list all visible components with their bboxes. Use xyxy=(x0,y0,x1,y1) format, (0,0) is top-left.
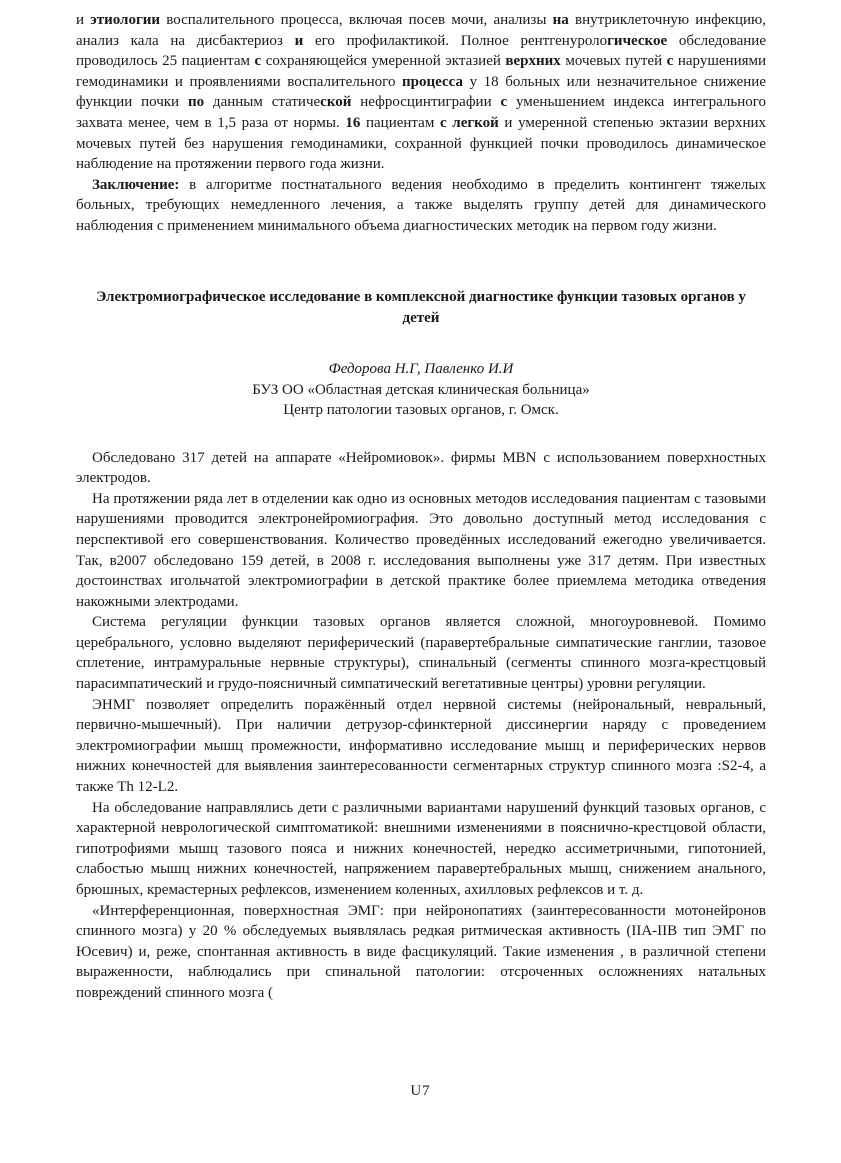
article-title: Электромиографическое исследование в комплексной диагностике функции тазовых органов у детей xyxy=(96,288,746,326)
body-paragraph-4: ЭНМГ позволяет определить поражённый отдел нервной системы (нейрональный, невральный, первично-мышечный). При наличии детрузор-сфинктерной диссинергии наряду с проведением электромиографии мышц промежности, информативно исследование мышц и периферических нервов нижних конечностей для выявления заинтересованности сегментарных структур спинного мозга :S2-4, а также Th 12-L2. xyxy=(76,696,766,796)
body-paragraph-5: На обследование направлялись дети с различными вариантами нарушений функций тазовых органов, с характерной неврологической симптоматикой: внешними изменениями в пояснично-крестцовой области, гипотрофиями мышц тазового пояса и нижних конечностей, нередко ассиметричными, гипотонией, слабостью мышц нижних конечностей, напряжением паравертебральных мышц, снижением анального, брюшных, кремастерных рефлексов, изменением коленных, ахилловых рефлексов и т. д. xyxy=(76,799,766,898)
body-paragraph-3: Система регуляции функции тазовых органов является сложной, многоуровневой. Помимо церебрального, условно выделяют периферический (паравертебральные симпатические ганглии, тазовое сплетение, интрамуральные нервные структуры), спинальный (сегменты спинного мозга-крестцовый парасимпатический и грудо-поясничный симпатический вегетативные центры) уровни регуляции. xyxy=(76,614,766,693)
body-paragraph-1: Обследовано 317 детей на аппарате «Нейромиовок». фирмы MBN с использованием поверхностных электродов. xyxy=(76,449,766,487)
affiliation-line-1: БУЗ ОО «Областная детская клиническая больница» xyxy=(252,381,590,398)
page-number: U7 xyxy=(410,1083,431,1099)
continuation-paragraph: и этиологии воспалительного процесса, включая посев мочи, анализы на внутриклеточную инфекцию, анализ кала на дисбактериоз и его профилактикой. Полное рентгенурологическое обследование проводилось 25 пациентам с сохраняющейся умеренной эктазией верхних мочевых путей с нарушениями гемодинамики и проявлениями воспалительного процесса у 18 больных или незначительное снижение функции почки по данным статической нефросцинтиграфии с уменьшением индекса интегрального захвата менее, чем в 1,5 раза от нормы. 16 пациентам с легкой и умеренной степенью эктазии верхних мочевых путей без нарушения гемодинамики, сохранной функцией почки проводилось динамическое наблюдение на протяжении первого года жизни. xyxy=(76,12,767,173)
body-paragraph-2: На протяжении ряда лет в отделении как одно из основных методов исследования пациентам с тазовыми нарушениями проводится электронейромиография. Это довольно доступный метод исследования с перспективой его совершенствования. Количество проведённых исследований ежегодно увеличивается. Так, в2007 обследовано 159 детей, в 2008 г. исследования выполнены уже 317 детям. При известных достоинствах игольчатой электромиографии в детской практике более приемлема методика отведения накожными электродами. xyxy=(76,490,766,610)
body-paragraph-6: «Интерференционная, поверхностная ЭМГ: при нейронопатиях (заинтересованности мотонейронов спинного мозга) у 20 % обследуемых выявлялась редкая ритмическая активность (IIA-IIB тип ЭМГ по Юсевич) и, реже, спонтанная активность в виде фасцикуляций. Такие изменения , в различной степени выраженности, наблюдались при спинальной патологии: отсроченных осложнениях натальных повреждений спинного мозга ( xyxy=(76,902,766,1001)
affiliation-line-2: Центр патологии тазовых органов, г. Омск. xyxy=(283,402,559,419)
conclusion-label: Заключение: xyxy=(92,176,180,193)
article-authors: Федорова Н.Г, Павленко И.И xyxy=(328,360,514,377)
conclusion-text: в алгоритме постнатального ведения необходимо в пределить контингент тяжелых больных, требующих немедленного лечения, а также выделять группу детей для динамического наблюдения с применением минимального объема диагностических методик на первом году жизни. xyxy=(76,176,766,234)
conclusion-paragraph xyxy=(76,175,766,237)
article-body xyxy=(76,448,766,1004)
document-page xyxy=(76,10,766,1004)
